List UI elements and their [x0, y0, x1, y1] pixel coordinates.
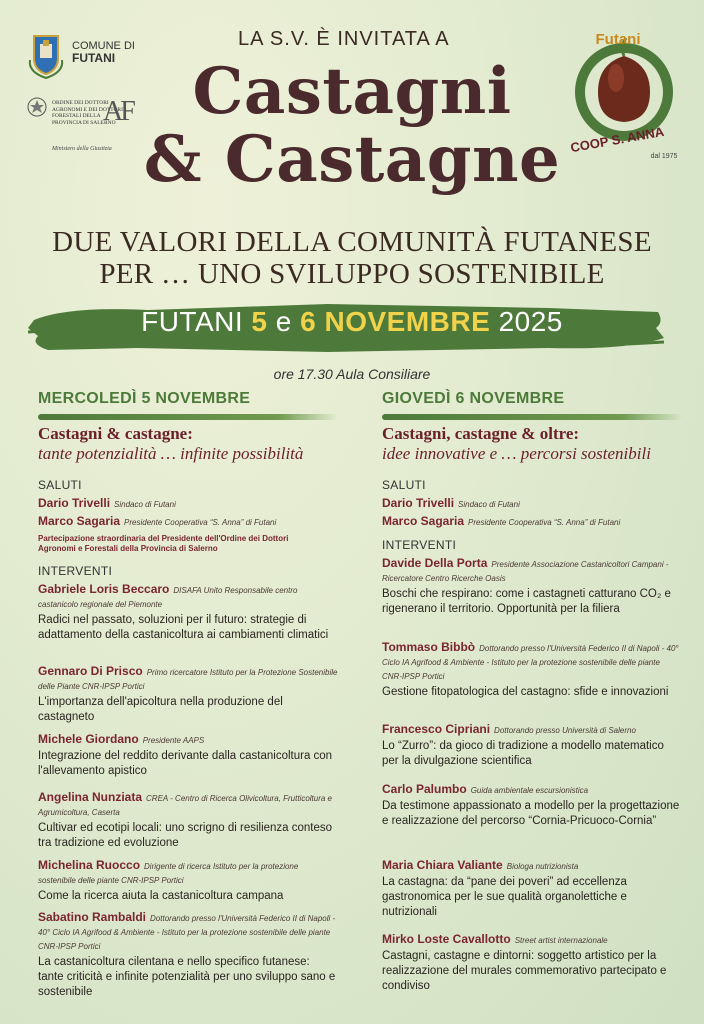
- talk-title: Gestione fitopatologica del castagno: sfide e innovazioni: [382, 686, 669, 698]
- day2-theme: [382, 424, 682, 464]
- event-dates: [0, 306, 704, 338]
- speaker-name: Angelina Nunziata: [38, 790, 143, 804]
- banner-year: 2025: [498, 306, 563, 337]
- day1-theme-line2: tante potenzialità … infinite possibilità: [38, 444, 304, 463]
- speaker-role: Presidente Associazione Castanicoltori Campani - Ricercatore Centro Ricerche Oasis: [382, 560, 669, 583]
- day1-saluto: [38, 496, 338, 510]
- day1-saluti-label: SALUTI: [38, 478, 82, 492]
- day2-speaker: [382, 858, 682, 920]
- speaker-name: Maria Chiara Valiante: [382, 858, 503, 872]
- talk-title: Cultivar ed ecotipi locali: uno scrigno di resilienza conteso tra tradizione ed evoluzione: [38, 822, 333, 849]
- day1-title: MERCOLEDÌ 5 NOVEMBRE: [38, 390, 251, 407]
- speaker-name: Michelina Ruocco: [38, 858, 141, 872]
- speaker-role: Guida ambientale escursionistica: [470, 786, 589, 795]
- speaker-role: Presidente Cooperativa “S. Anna” di Futani: [468, 518, 621, 527]
- speaker-role: Primo ricercatore Istituto per la Protezione Sostenibile delle Piante CNR-IPSP Portici: [38, 668, 338, 691]
- banner-and: e: [275, 306, 292, 337]
- day2-rule: [382, 414, 682, 420]
- day2-speaker: [382, 640, 682, 700]
- speaker-name: Gabriele Loris Beccaro: [38, 582, 170, 596]
- subtitle-line2: PER … UNO SVILUPPO SOSTENIBILE: [99, 258, 605, 290]
- day1-interventi-label: INTERVENTI: [38, 564, 113, 578]
- day2-speaker: [382, 782, 682, 829]
- day2-saluto: [382, 514, 682, 528]
- talk-title: La castagna: da “pane dei poveri” ad eccellenza gastronomica per le sue qualità organolettiche e nutrizionali: [382, 876, 627, 918]
- speaker-name: Marco Sagaria: [382, 514, 465, 528]
- speaker-role: Dottorando presso l'Università Federico II di Napoli - 40° Ciclo IA Agrifood & Ambiente - Istituto per la protezione sostenibile delle piante CNR-IPSP Portici: [38, 914, 336, 951]
- day1-speaker: [38, 664, 338, 725]
- day1-speaker: [38, 858, 338, 904]
- day1-special-note: Partecipazione straordinaria del Presidente dell'Ordine dei Dottori Agronomi e Forestali della Provincia di Salerno: [38, 534, 289, 553]
- invite-line: LA S.V. È INVITATA A: [238, 28, 450, 50]
- speaker-role: Sindaco di Futani: [458, 500, 520, 509]
- speaker-name: Gennaro Di Prisco: [38, 664, 143, 678]
- speaker-role: DISAFA Unito Responsabile centro castanicolo regionale del Piemonte: [38, 586, 298, 609]
- day1-saluto: [38, 514, 338, 528]
- speaker-role: CREA - Centro di Ricerca Olivicoltura, Frutticoltura e Agrumicoltura, Caserta: [38, 794, 332, 817]
- ordine-text: ORDINE DEI DOTTORI AGRONOMI E DEI DOTTORI FORESTALI DELLA PROVINCIA DI SALERNO: [52, 100, 123, 126]
- day1-speaker: [38, 732, 338, 779]
- speaker-name: Davide Della Porta: [382, 556, 488, 570]
- day2-saluto: [382, 496, 682, 510]
- day2-speaker: [382, 556, 682, 617]
- banner-place: FUTANI: [141, 306, 244, 337]
- ministero-label: Ministero della Giustizia: [52, 146, 112, 152]
- day2-speaker: [382, 722, 682, 769]
- speaker-role: Dottorando presso Università di Salerno: [494, 726, 636, 735]
- talk-title: L'importanza dell'apicoltura nella produzione del castagneto: [38, 696, 283, 723]
- main-title-line2: & Castagne: [143, 122, 561, 197]
- main-title-line1: Castagni: [192, 54, 512, 129]
- speaker-role: Street artist internazionale: [514, 936, 608, 945]
- talk-title: La castanicoltura cilentana e nello specifico futanese: tante criticità e infinite potenzialità per uno sviluppo sano e sostenibile: [38, 956, 336, 998]
- day2-title: GIOVEDÌ 6 NOVEMBRE: [382, 390, 565, 407]
- speaker-name: Francesco Cipriani: [382, 722, 491, 736]
- comune-prefix: COMUNE DI: [72, 40, 135, 52]
- coop-top-text: Futani: [595, 31, 641, 48]
- day1-theme-line1: Castagni & castagne:: [38, 424, 193, 443]
- day2-interventi-label: INTERVENTI: [382, 538, 457, 552]
- day1-rule: [38, 414, 338, 420]
- day1-speaker: [38, 582, 338, 643]
- comune-name: FUTANI: [72, 51, 116, 65]
- talk-title: Castagni, castagne e dintorni: soggetto artistico per la realizzazione del murales commemorativo partecipato e condiviso: [382, 950, 667, 992]
- speaker-name: Tommaso Bibbò: [382, 640, 476, 654]
- coop-bottom-text: COOP S. ANNA: [569, 123, 666, 156]
- day1-theme: [38, 424, 338, 464]
- day2-saluti-label: SALUTI: [382, 478, 426, 492]
- subtitle-line1: DUE VALORI DELLA COMUNITÀ FUTANESE: [52, 226, 652, 258]
- day1-speaker: [38, 910, 338, 1000]
- day2-speaker: [382, 932, 682, 994]
- speaker-name: Dario Trivelli: [38, 496, 111, 510]
- speaker-name: Carlo Palumbo: [382, 782, 467, 796]
- talk-title: Da testimone appassionato a modello per la progettazione e realizzazione del percorso “Cornia-Pricuoco-Cornia”: [382, 800, 680, 827]
- speaker-name: Marco Sagaria: [38, 514, 121, 528]
- speaker-name: Dario Trivelli: [382, 496, 455, 510]
- talk-title: Boschi che respirano: come i castagneti catturano CO₂ e rigenerano il territorio. Opportunità per la filiera: [382, 588, 671, 615]
- speaker-role: Dottorando presso l'Università Federico II di Napoli - 40° Ciclo IA Agrifood & Ambiente - Istituto per la protezione sostenibile delle piante CNR-IPSP Portici: [382, 644, 679, 681]
- speaker-role: Presidente AAPS: [142, 736, 205, 745]
- speaker-role: Biologa nutrizionista: [506, 862, 579, 871]
- speaker-name: Michele Giordano: [38, 732, 139, 746]
- banner-day2: 6 NOVEMBRE: [300, 306, 491, 337]
- af-logo: AF: [103, 96, 133, 127]
- speaker-role: Dirigente di ricerca Istituto per la protezione sostenibile delle piante CNR-IPSP Portici: [38, 862, 299, 885]
- time-place: ore 17.30 Aula Consiliare: [273, 366, 431, 382]
- day2-theme-line2: idee innovative e … percorsi sostenibili: [382, 444, 651, 463]
- speaker-role: Sindaco di Futani: [114, 500, 176, 509]
- coop-since-text: dal 1975: [650, 153, 678, 160]
- speaker-name: Sabatino Rambaldi: [38, 910, 147, 924]
- coop-santa-anna-logo: [568, 26, 680, 164]
- banner-day1: 5: [251, 306, 268, 337]
- talk-title: Radici nel passato, soluzioni per il futuro: strategie di adattamento della castanicoltura ai cambiamenti climatici: [38, 614, 329, 641]
- day1-speaker: [38, 790, 338, 851]
- talk-title: Lo “Zurro”: da gioco di tradizione a modello matematico per la divulgazione scientifica: [382, 740, 664, 767]
- day2-theme-line1: Castagni, castagne & oltre:: [382, 424, 580, 443]
- talk-title: Come la ricerca aiuta la castanicoltura campana: [38, 890, 284, 902]
- talk-title: Integrazione del reddito derivante dalla castanicoltura con l'allevamento apistico: [38, 750, 333, 777]
- speaker-name: Mirko Loste Cavallotto: [382, 932, 511, 946]
- speaker-role: Presidente Cooperativa “S. Anna” di Futani: [124, 518, 277, 527]
